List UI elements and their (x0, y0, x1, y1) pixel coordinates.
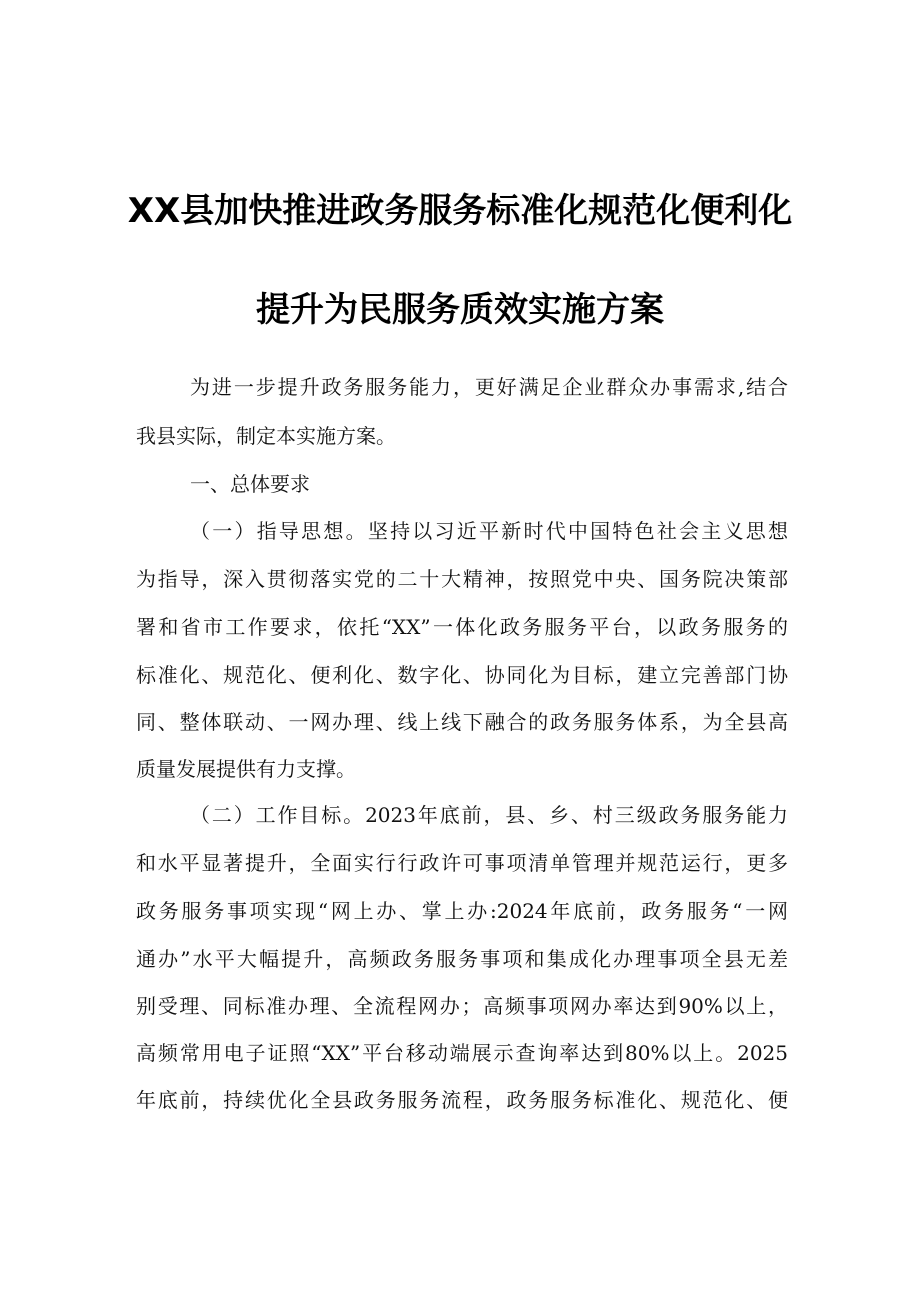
paragraph-goals-line-1: （二）工作目标。2023年底前，县、乡、村三级政务服务能力 (190, 803, 788, 827)
document-title-line-2: 提升为民服务质效实施方案 (256, 290, 664, 330)
paragraph-goals-line-4: 通办”水平大幅提升，高频政务服务事项和集成化办理事项全县无差 (136, 947, 788, 971)
paragraph-guiding-line-5: 同、整体联动、一网办理、线上线下融合的政务服务体系，为全县高 (136, 710, 788, 734)
paragraph-guiding-line-2: 为指导，深入贯彻落实党的二十大精神，按照党中央、国务院决策部 (136, 567, 788, 591)
document-title-line-1: XX县加快推进政务服务标准化规范化便利化 (127, 191, 793, 231)
paragraph-goals-line-2: 和水平显著提升，全面实行行政许可事项清单管理并规范运行，更多 (136, 851, 788, 875)
paragraph-intro-line-2: 我县实际，制定本实施方案。 (136, 424, 396, 448)
paragraph-goals-line-3: 政务服务事项实现“网上办、掌上办:2024年底前，政务服务“一网 (136, 899, 788, 923)
paragraph-guiding-line-6: 质量发展提供有力支撑。 (136, 757, 356, 781)
paragraph-goals-line-7: 年底前，持续优化全县政务服务流程，政务服务标准化、规范化、便 (136, 1088, 788, 1112)
paragraph-intro-line-1: 为进一步提升政务服务能力，更好满足企业群众办事需求,结合 (190, 375, 788, 399)
paragraph-guiding-line-3: 署和省市工作要求，依托“XX”一体化政务服务平台，以政务服务的 (136, 615, 788, 639)
paragraph-guiding-line-1: （一）指导思想。坚持以习近平新时代中国特色社会主义思想 (190, 519, 788, 543)
paragraph-goals-line-5: 别受理、同标准办理、全流程网办；高频事项网办率达到90%以上， (136, 994, 788, 1018)
paragraph-goals-line-6: 高频常用电子证照“XX”平台移动端展示查询率达到80%以上。2025 (136, 1041, 788, 1065)
paragraph-guiding-line-4: 标准化、规范化、便利化、数字化、协同化为目标，建立完善部门协 (136, 663, 788, 687)
section-heading-overall-requirements: 一、总体要求 (190, 472, 310, 496)
